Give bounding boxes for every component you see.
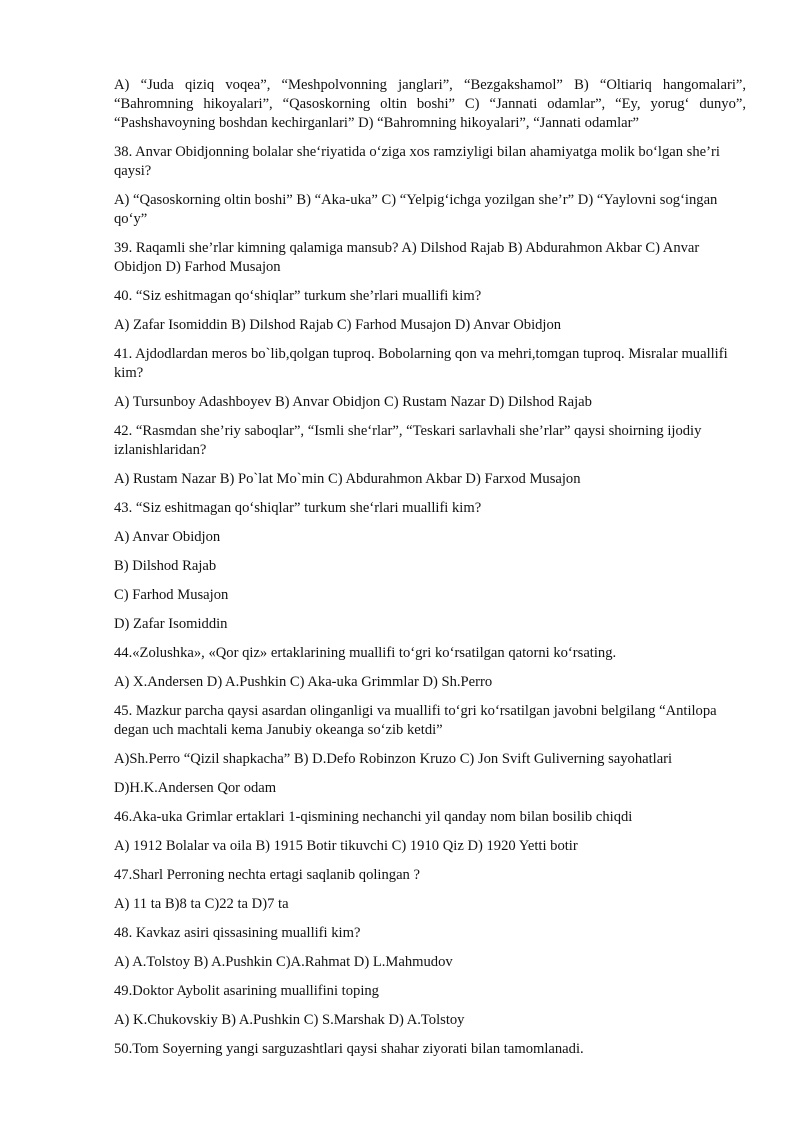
question-48: 48. Kavkaz asiri qissasining muallifi kim? [114,925,361,941]
answer-option-45d: D)H.K.Andersen Qor odam [114,780,277,796]
question-42: 42. “Rasmdan she’riy saboqlar”, “Ismli she‘rlar”, “Teskari sarlavhali she’rlar” qaysi shoirning ijodiy izlanishlaridan? [114,423,702,458]
answer-options-45: A)Sh.Perro “Qizil shapkacha” B) D.Defo Robinzon Kruzo C) Jon Svift Guliverning sayohatlari [114,751,673,767]
answer-option-43d: D) Zafar Isomiddin [114,616,228,632]
answer-option-43b: B) Dilshod Rajab [114,558,217,574]
question-44: 44.«Zolushka», «Qor qiz» ertaklarining muallifi to‘gri ko‘rsatilgan qatorni ko‘rsating. [114,645,617,661]
question-46: 46.Aka-uka Grimlar ertaklari 1-qismining nechanchi yil qanday nom bilan bosilib chiqdi [114,809,633,825]
answer-options-46: A) 1912 Bolalar va oila B) 1915 Botir tikuvchi C) 1910 Qiz D) 1920 Yetti botir [114,838,578,854]
question-47: 47.Sharl Perroning nechta ertagi saqlanib qolingan ? [114,867,420,883]
question-49: 49.Doktor Aybolit asarining muallifini toping [114,983,379,999]
answer-options-38: A) “Qasoskorning oltin boshi” B) “Aka-uka” C) “Yelpig‘ichga yozilgan she’r” D) “Yaylovni sog‘ingan qo‘y” [114,192,718,227]
answer-option-43c: C) Farhod Musajon [114,587,229,603]
question-41: 41. Ajdodlardan meros bo`lib,qolgan tuproq. Bobolarning qon va mehri,tomgan tuproq. Misralar muallifi kim? [114,346,728,381]
question-38: 38. Anvar Obidjonning bolalar she‘riyatida o‘ziga xos ramziyligi bilan ahamiyatga molik bo‘lgan she’ri qaysi? [114,144,720,179]
document-page [114,76,746,1059]
answer-option-43a: A) Anvar Obidjon [114,529,221,545]
question-43: 43. “Siz eshitmagan qo‘shiqlar” turkum she‘rlari muallifi kim? [114,500,482,516]
answer-options-40: A) Zafar Isomiddin B) Dilshod Rajab C) Farhod Musajon D) Anvar Obidjon [114,317,562,333]
answer-options-48: A) A.Tolstoy B) A.Pushkin C)A.Rahmat D) L.Mahmudov [114,954,453,970]
question-50: 50.Tom Soyerning yangi sarguzashtlari qaysi shahar ziyorati bilan tamomlanadi. [114,1041,584,1057]
answer-options-49: A) K.Chukovskiy B) A.Pushkin C) S.Marshak D) A.Tolstoy [114,1012,465,1028]
answer-options-42: A) Rustam Nazar B) Po`lat Mo`min C) Abdurahmon Akbar D) Farxod Musajon [114,471,581,487]
question-39: 39. Raqamli she’rlar kimning qalamiga mansub? A) Dilshod Rajab B) Abdurahmon Akbar C) Anvar Obidjon D) Farhod Musajon [114,240,700,275]
question-40: 40. “Siz eshitmagan qo‘shiqlar” turkum she’rlari muallifi kim? [114,288,482,304]
answer-options-37: A) “Juda qiziq voqea”, “Meshpolvonning janglari”, “Bezgakshamol” B) “Oltiariq hangomalari”, “Bahromning hikoyalari”, “Qasoskorning oltin boshi” C) “Jannati odamlar”, “Ey, yorug‘ dunyo”, “Pashshavoyning boshdan kechirganlari” D) “Bahromning hikoyalari”, “Jannati odamlar” [114,77,746,131]
answer-options-44: A) X.Andersen D) A.Pushkin C) Aka-uka Grimmlar D) Sh.Perro [114,674,493,690]
answer-options-47: A) 11 ta B)8 ta C)22 ta D)7 ta [114,896,289,912]
question-45: 45. Mazkur parcha qaysi asardan olinganligi va muallifi to‘gri ko‘rsatilgan javobni belgilang “Antilopa degan uch machtali kema Janubiy okeanga so‘zib ketdi” [114,703,717,738]
answer-options-41: A) Tursunboy Adashboyev B) Anvar Obidjon C) Rustam Nazar D) Dilshod Rajab [114,394,592,410]
